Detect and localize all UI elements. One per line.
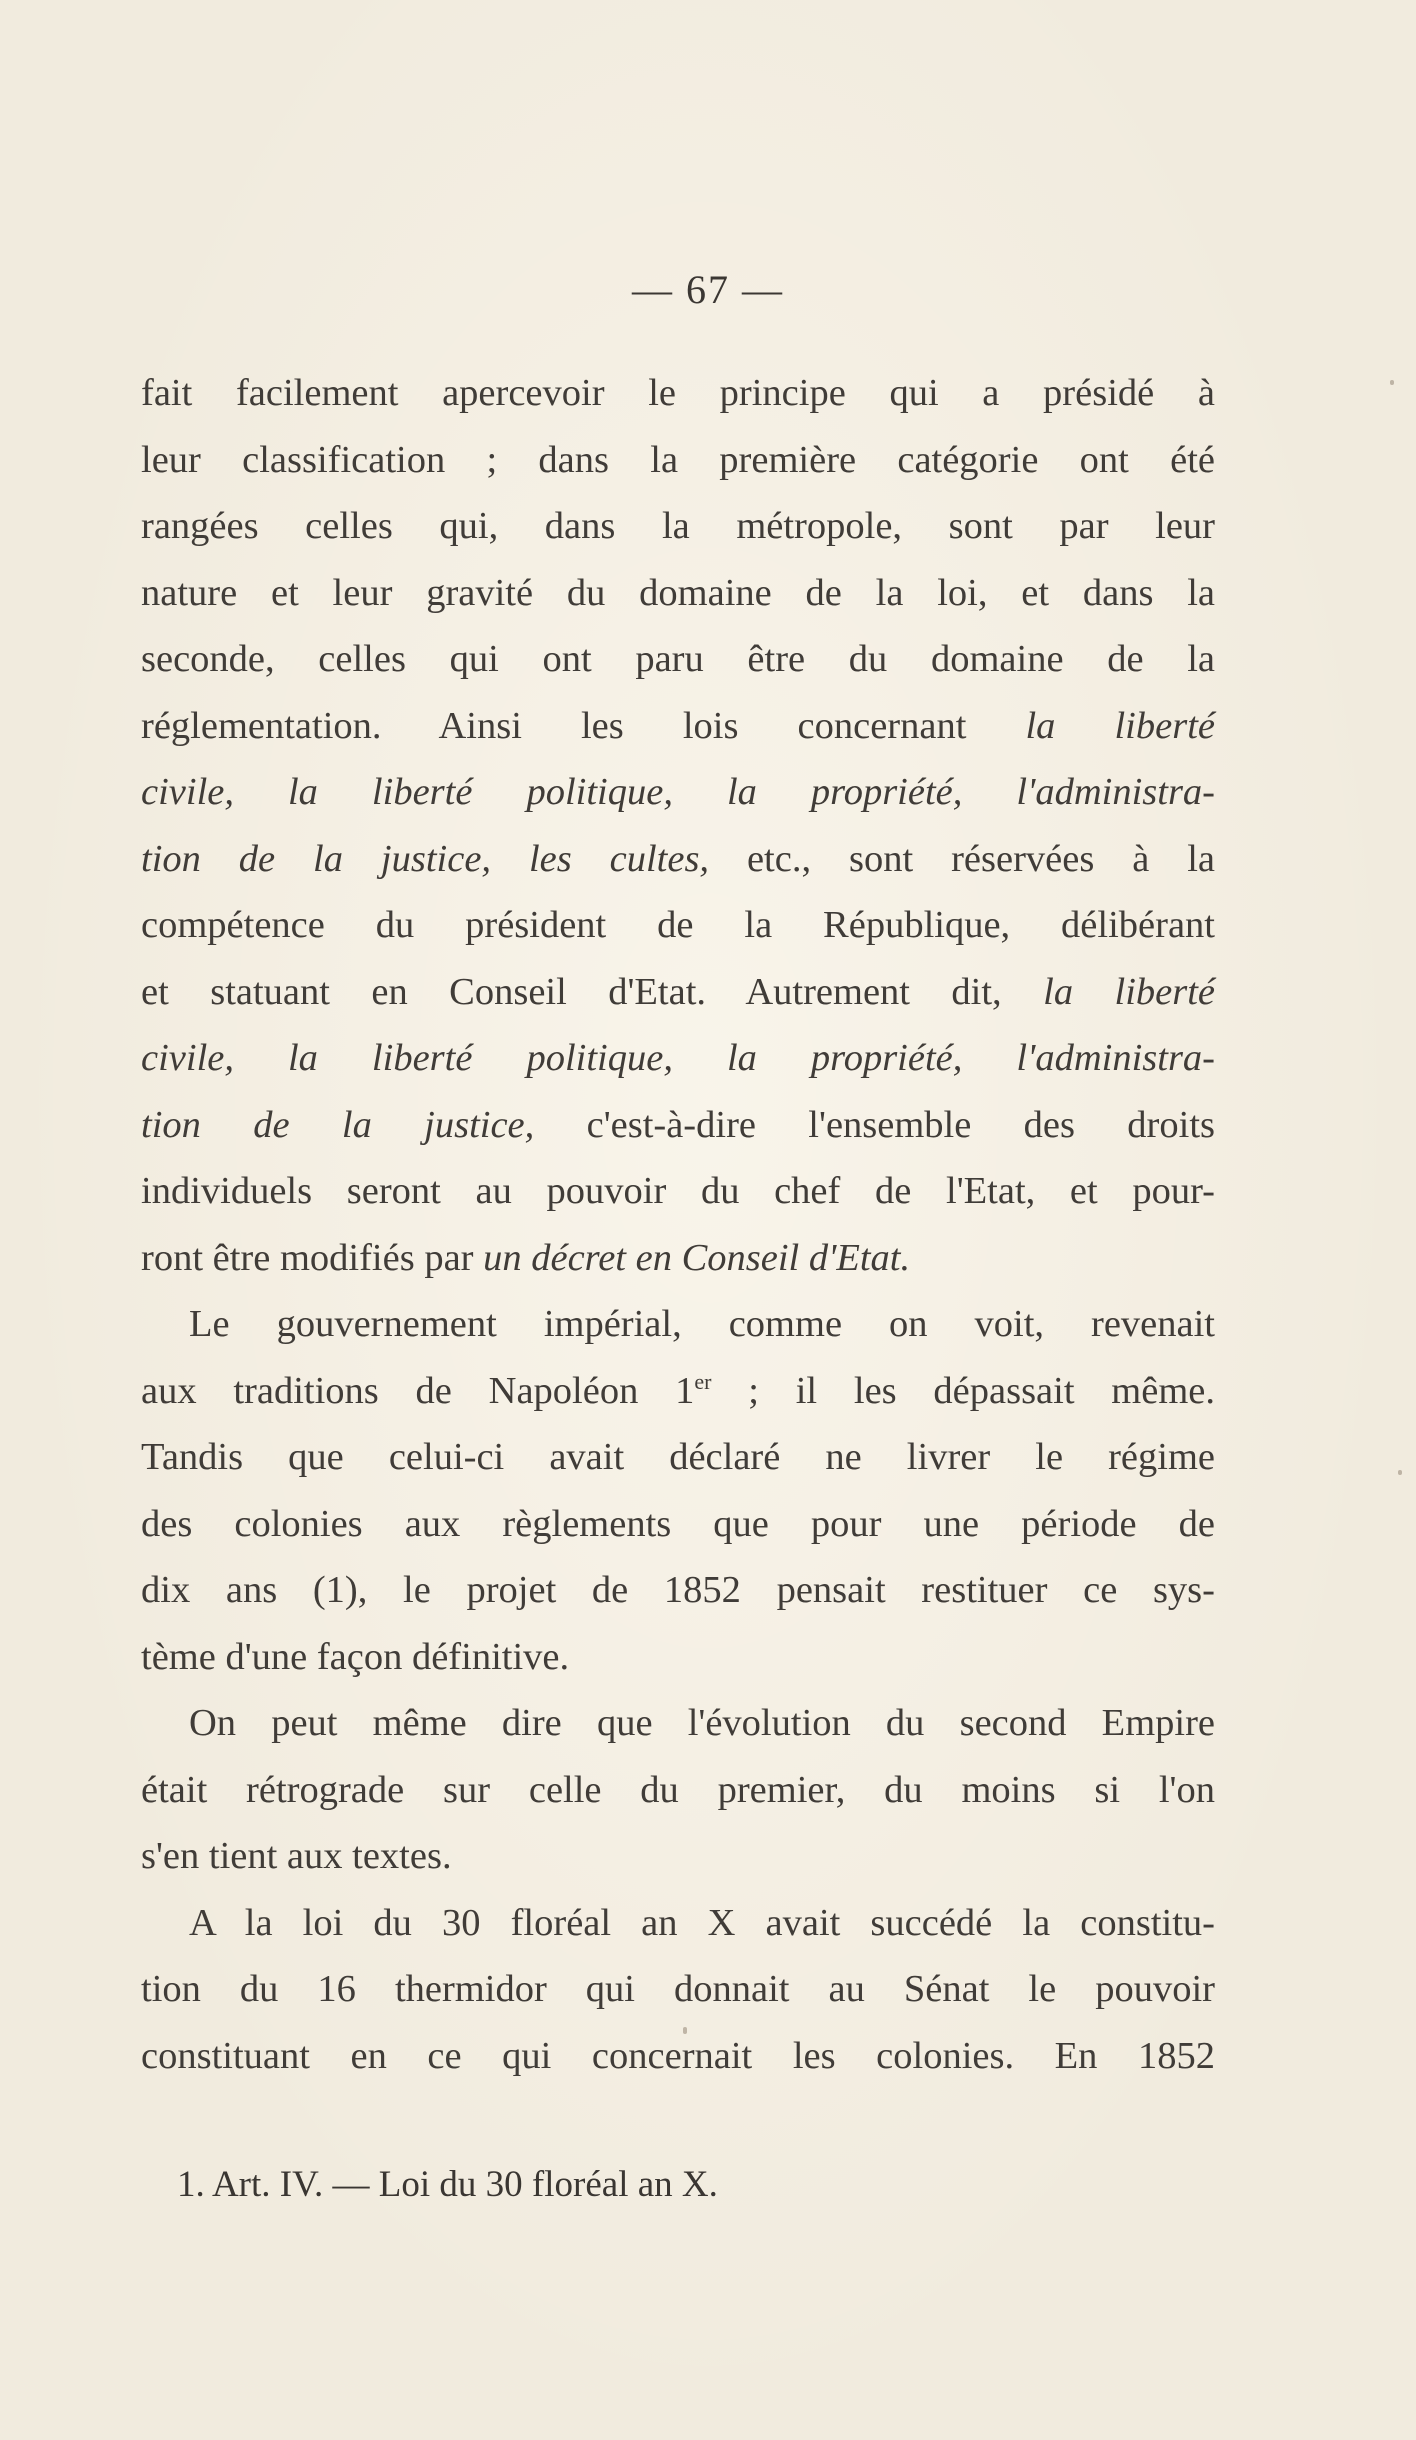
text-run: constituant en ce qui concernait les colonies. En 1852: [141, 2034, 1215, 2077]
text-line: [141, 826, 1215, 893]
text-run: ront être modifiés par: [141, 1236, 484, 1279]
italic-text: tion de la justice, les cultes,: [141, 837, 710, 880]
text-run: Le gouvernement impérial, comme on voit, revenait: [189, 1303, 1215, 1345]
text-run: nature et leur gravité du domaine de la loi, et dans la: [141, 571, 1215, 614]
text-line: [141, 427, 1215, 494]
text-line: [141, 626, 1215, 693]
text-line: [141, 1158, 1215, 1225]
ink-speck: [1398, 1470, 1402, 1475]
italic-text: la liberté: [1025, 704, 1215, 747]
text-line: [141, 1092, 1215, 1159]
text-line: [141, 959, 1215, 1026]
text-line: [141, 1624, 1215, 1691]
text-run: dix ans (1), le projet de 1852 pensait restituer ce sys-: [141, 1569, 1215, 1611]
text-line: [141, 1757, 1215, 1824]
ink-speck: [1390, 380, 1394, 385]
text-line: [141, 1225, 1215, 1292]
text-run: compétence du président de la République, délibérant: [141, 904, 1215, 946]
superscript: er: [694, 1368, 712, 1394]
italic-text: tion de la justice,: [141, 1103, 535, 1146]
text-line: [141, 892, 1215, 959]
italic-text: civile, la liberté politique, la propriété, l'administra-: [141, 1037, 1215, 1079]
text-run: On peut même dire que l'évolution du second Empire: [189, 1702, 1215, 1744]
text-run: des colonies aux règlements que pour une période de: [141, 1502, 1215, 1545]
text-run: c'est-à-dire l'ensemble des droits: [534, 1103, 1215, 1146]
text-line: [141, 1956, 1215, 2023]
text-run: Tandis que celui-ci avait déclaré ne livrer le régime: [141, 1436, 1215, 1478]
text-line: [141, 1424, 1215, 1491]
text-line: [141, 493, 1215, 560]
text-line: [141, 1291, 1215, 1358]
text-run: fait facilement apercevoir le principe qui a présidé à: [141, 372, 1215, 414]
text-run: ; il les dépassait même.: [711, 1369, 1215, 1412]
text-line: [141, 1025, 1215, 1092]
text-line: [141, 560, 1215, 627]
italic-text: civile, la liberté politique, la propriété, l'administra-: [141, 771, 1215, 813]
italic-text: la liberté: [1043, 970, 1215, 1013]
footnote: 1. Art. IV. — Loi du 30 floréal an X.: [177, 2164, 718, 2205]
text-run: réglementation. Ainsi les lois concernant: [141, 704, 1026, 747]
ink-speck: [683, 2027, 687, 2034]
text-line: [141, 759, 1215, 826]
text-line: [141, 1358, 1215, 1425]
text-line: [141, 1557, 1215, 1624]
text-run: leur classification ; dans la première catégorie ont été: [141, 438, 1215, 481]
text-run: A la loi du 30 floréal an X avait succédé la constitu-: [189, 1901, 1215, 1944]
text-run: s'en tient aux textes.: [141, 1835, 452, 1877]
text-run: rangées celles qui, dans la métropole, sont par leur: [141, 505, 1215, 547]
page-number: — 67 —: [632, 267, 784, 312]
text-run: individuels seront au pouvoir du chef de l'Etat, et pour-: [141, 1170, 1215, 1212]
text-line: [141, 693, 1215, 760]
body-text: [141, 360, 1215, 2089]
text-line: [141, 360, 1215, 427]
text-line: [141, 1890, 1215, 1957]
text-line: [141, 1690, 1215, 1757]
italic-text: un décret en Conseil d'Etat.: [483, 1236, 911, 1279]
text-run: était rétrograde sur celle du premier, du moins si l'on: [141, 1768, 1215, 1811]
text-run: tion du 16 thermidor qui donnait au Sénat le pouvoir: [141, 1968, 1215, 2010]
text-line: [141, 1823, 1215, 1890]
text-run: etc., sont réservées à la: [709, 837, 1216, 880]
text-run: tème d'une façon définitive.: [141, 1635, 570, 1678]
text-run: et statuant en Conseil d'Etat. Autrement dit,: [141, 970, 1044, 1013]
text-line: [141, 2023, 1215, 2090]
text-run: seconde, celles qui ont paru être du domaine de la: [141, 638, 1215, 680]
text-run: aux traditions de Napoléon 1: [141, 1369, 695, 1412]
text-line: [141, 1491, 1215, 1558]
